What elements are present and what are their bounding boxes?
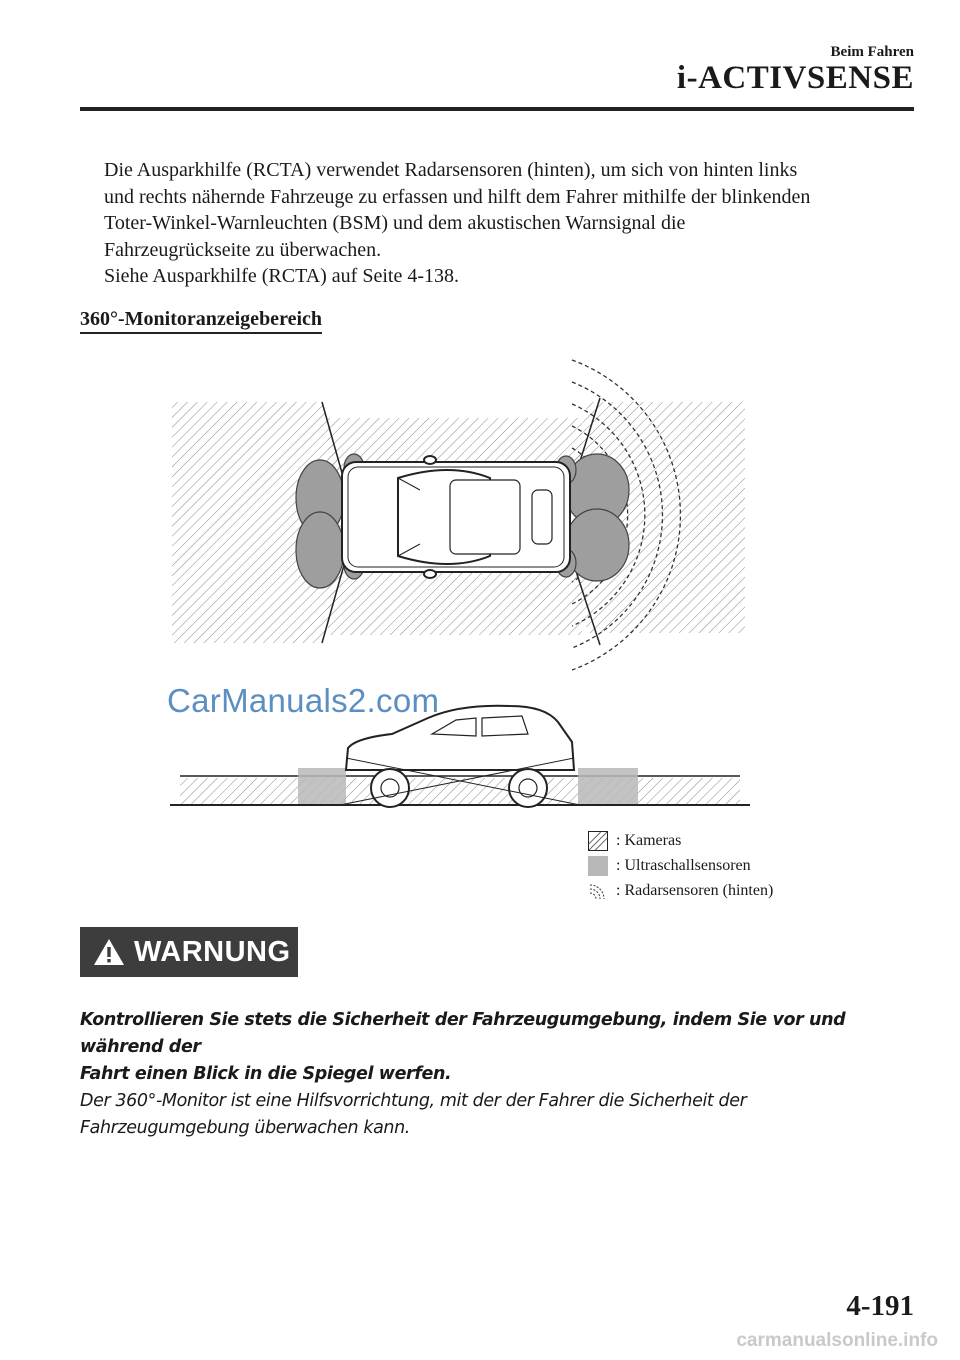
warning-text <box>80 1007 910 1142</box>
monitor-coverage-diagram <box>160 350 760 810</box>
intro-line: Fahrzeugrückseite zu überwachen. <box>104 238 382 261</box>
warning-label: WARNUNG <box>134 935 291 968</box>
ultrasonic-swatch-icon <box>588 856 608 876</box>
section-heading: 360°-Monitoranzeigebereich <box>80 308 322 334</box>
legend-label: : Kameras <box>616 831 682 849</box>
radar-waves-swatch-icon <box>588 881 608 901</box>
camera-area-swatch-icon <box>588 831 608 851</box>
warning-line: Fahrzeugumgebung überwachen kann. <box>80 1118 410 1138</box>
chapter-title: i-ACTIVSENSE <box>676 60 914 96</box>
warning-triangle-icon <box>92 937 126 967</box>
page-number: 4-191 <box>846 1290 914 1322</box>
legend-label: : Radarsensoren (hinten) <box>616 881 774 899</box>
footer-url: carmanualsonline.info <box>736 1330 938 1351</box>
diagram-legend <box>588 828 773 903</box>
intro-line: Toter-Winkel-Warnleuchten (BSM) und dem akustischen Warnsignal die <box>104 212 686 234</box>
legend-item <box>588 878 773 903</box>
legend-item <box>588 853 773 878</box>
side-view-ground <box>170 768 750 805</box>
legend-item <box>588 828 773 853</box>
warning-banner <box>80 927 298 977</box>
intro-line: und rechts nähernde Fahrzeuge zu erfassen und hilft dem Fahrer mithilfe der blinkenden <box>104 185 811 208</box>
warning-bold-line: Fahrt einen Blick in die Spiegel werfen. <box>80 1064 452 1084</box>
intro-line: Die Ausparkhilfe (RCTA) verwendet Radarsensoren (hinten), um sich von hinten links <box>104 159 798 181</box>
car-top-view <box>342 456 570 578</box>
watermark: CarManuals2.com <box>167 682 440 719</box>
warning-line: Der 360°-Monitor ist eine Hilfsvorrichtung, mit der der Fahrer die Sicherheit der <box>80 1091 747 1111</box>
intro-paragraph <box>104 157 904 290</box>
warning-bold-line: Kontrollieren Sie stets die Sicherheit der Fahrzeugumgebung, indem Sie vor und während der <box>80 1010 846 1057</box>
intro-cross-reference: Siehe Ausparkhilfe (RCTA) auf Seite 4-138. <box>104 265 459 287</box>
header-divider <box>80 107 914 111</box>
header-section-label: Beim Fahren <box>830 44 914 60</box>
legend-label: : Ultraschallsensoren <box>616 856 751 874</box>
